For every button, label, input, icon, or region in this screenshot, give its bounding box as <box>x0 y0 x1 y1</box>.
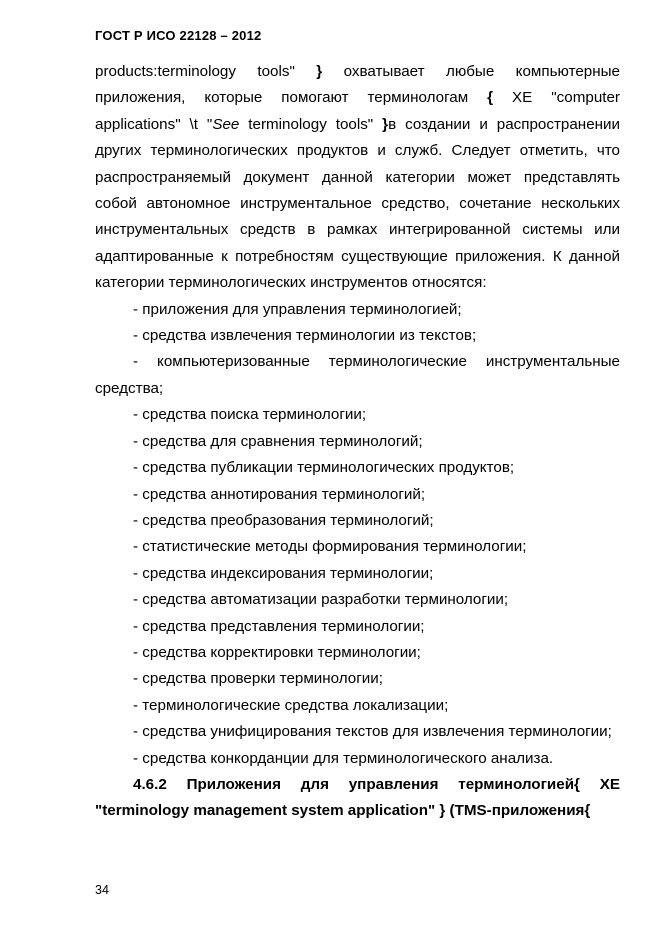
list-item: - средства унифицирования текстов для извлечения терминологии; <box>133 723 612 741</box>
text-run: в создании и распространении других терминологических продуктов и служб. Следует отметить, что распространяемый документ данной категории может представлять собой автономное инструментальное средство, сочетание нескольких инструментальных средств в рамках интегрированной системы или адаптированные к потребностям существующие приложения. К данной категории терминологических инструментов относятся: <box>95 115 620 292</box>
document-code-header: ГОСТ Р ИСО 22128 – 2012 <box>95 28 262 43</box>
list-item: - средства поиска терминологии; <box>133 406 367 424</box>
text-run-bold: } <box>382 115 389 133</box>
list-item: - средства представления терминологии; <box>133 617 425 635</box>
text-run-italic: See <box>212 115 240 133</box>
intro-paragraph <box>95 59 620 297</box>
text-run: охватывает любые компьютерные приложения, которые помогают терминологам <box>95 63 620 107</box>
list-item: - приложения для управления терминологией; <box>133 300 462 318</box>
list-item: - средства преобразования терминологий; <box>133 511 434 529</box>
list-item: - средства извлечения терминологии из текстов; <box>133 327 477 345</box>
list-item: - средства автоматизации разработки терминологии; <box>133 591 509 609</box>
list-item: - средства конкорданции для терминологического анализа. <box>133 749 554 767</box>
list-item: - статистические методы формирования терминологии; <box>133 538 527 556</box>
text-run: terminology tools" <box>239 115 383 133</box>
page-number: 34 <box>95 883 109 897</box>
text-run: XE "computer applications" \t " <box>95 89 620 133</box>
section-heading: 4.6.2 Приложения для управления терминологией{ XE "terminology management system application" } (TMS-приложения{ <box>95 775 620 820</box>
list-item: - компьютеризованные терминологические инструментальные средства; <box>95 353 620 397</box>
list-item: - средства корректировки терминологии; <box>133 643 421 661</box>
list-item: - средства публикации терминологических продуктов; <box>133 459 515 477</box>
list-item: - средства для сравнения терминологий; <box>133 432 423 450</box>
document-body <box>95 59 620 825</box>
list-item: - средства аннотирования терминологий; <box>133 485 426 503</box>
list-item: - средства проверки терминологии; <box>133 670 383 688</box>
text-run-bold: { <box>487 89 494 107</box>
list-item: - терминологические средства локализации; <box>133 696 449 714</box>
text-run-bold: } <box>316 63 323 80</box>
text-run: products:terminology tools" <box>95 63 317 80</box>
list-item: - средства индексирования терминологии; <box>133 564 434 582</box>
